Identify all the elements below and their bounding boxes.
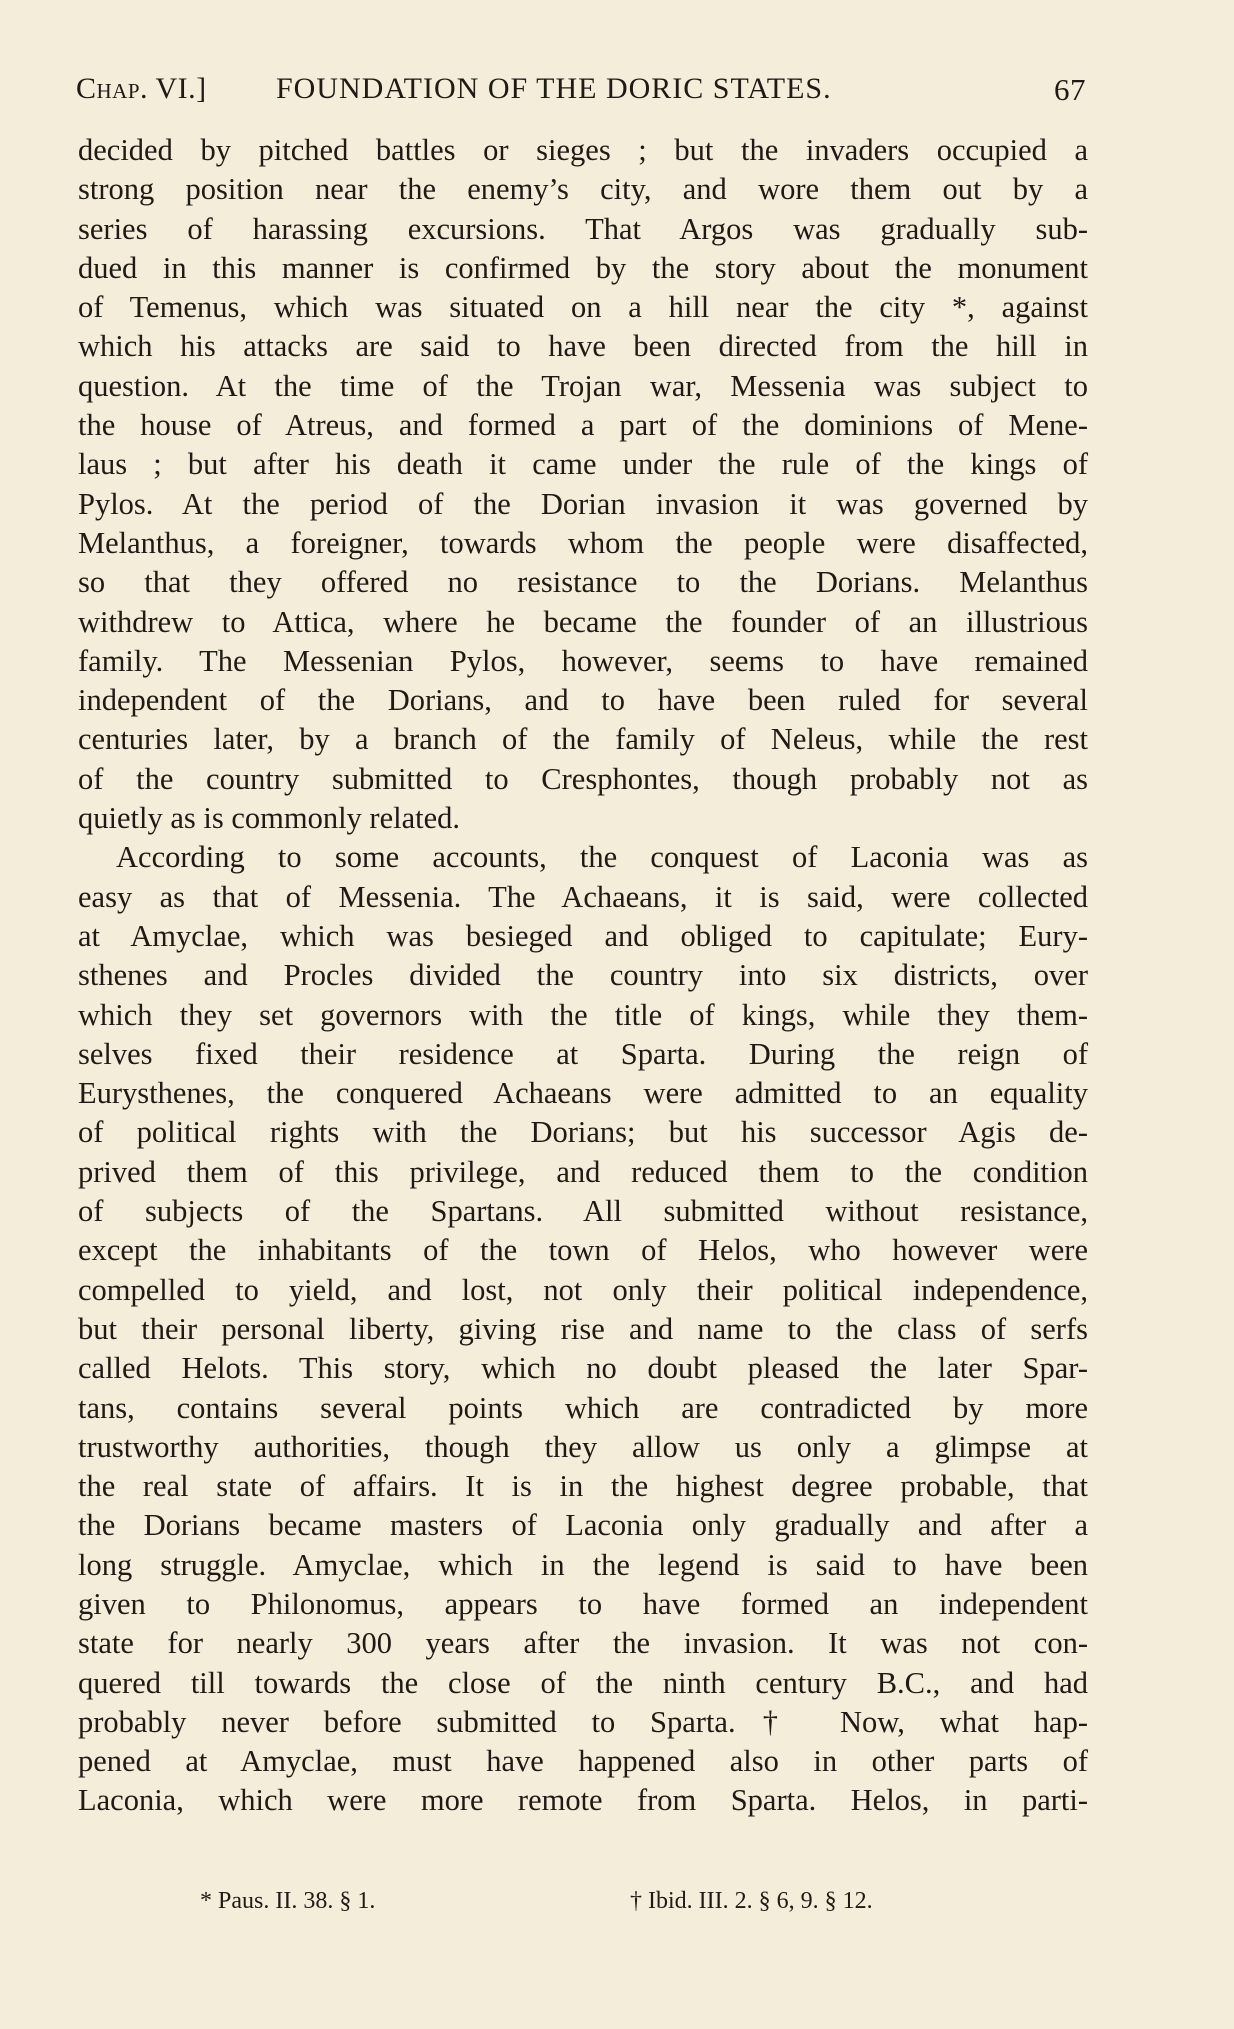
text-line: selves fixed their residence at Sparta. During the reign of	[78, 1036, 1088, 1071]
text-line: withdrew to Attica, where he became the founder of an illustrious	[78, 604, 1088, 639]
body-text	[78, 131, 1088, 1821]
text-line: series of harassing excursions. That Argos was gradually sub-	[78, 211, 1088, 246]
text-line: family. The Messenian Pylos, however, seems to have remained	[78, 643, 1088, 678]
page-title: FOUNDATION OF THE DORIC STATES.	[276, 72, 832, 105]
text-line: laus ; but after his death it came under the rule of the kings of	[78, 447, 1088, 482]
text-line: Melanthus, a foreigner, towards whom the people were disaffected,	[78, 525, 1088, 560]
text-line: state for nearly 300 years after the invasion. It was not con-	[78, 1626, 1088, 1661]
text-line: except the inhabitants of the town of Helos, who however were	[78, 1233, 1088, 1268]
running-head	[76, 72, 1086, 112]
text-line: the house of Atreus, and formed a part of the dominions of Mene-	[78, 408, 1088, 443]
text-line: so that they offered no resistance to the Dorians. Melanthus	[78, 565, 1088, 600]
text-line: probably never before submitted to Sparta.† Now, what hap-	[78, 1704, 1088, 1739]
text-line: dued in this manner is confirmed by the story about the monument	[78, 250, 1088, 285]
text-line: trustworthy authorities, though they allow us only a glimpse at	[78, 1429, 1088, 1464]
footnote-2: † Ibid. III. 2. § 6, 9. § 12.	[630, 1888, 873, 1914]
text-line: strong position near the enemy’s city, and wore them out by a	[78, 172, 1088, 207]
text-line: called Helots. This story, which no doubt pleased the later Spar-	[78, 1351, 1088, 1386]
text-line: at Amyclae, which was besieged and obliged to capitulate; Eury-	[78, 918, 1088, 953]
text-line: Pylos. At the period of the Dorian invasion it was governed by	[78, 486, 1088, 521]
text-line: of Temenus, which was situated on a hill near the city *, against	[78, 290, 1088, 325]
text-line: quered till towards the close of the ninth century B.C., and had	[78, 1665, 1088, 1700]
text-line: According to some accounts, the conquest of Laconia was as	[116, 840, 1088, 875]
text-line: given to Philonomus, appears to have formed an independent	[78, 1586, 1088, 1621]
text-line: of subjects of the Spartans. All submitted without resistance,	[78, 1194, 1088, 1229]
text-line: decided by pitched battles or sieges ; but the invaders occupied a	[78, 133, 1088, 167]
text-line: of political rights with the Dorians; but his successor Agis de-	[78, 1115, 1088, 1150]
text-line: question. At the time of the Trojan war, Messenia was subject to	[78, 368, 1088, 403]
text-line: tans, contains several points which are contradicted by more	[78, 1390, 1088, 1425]
footnote-1: * Paus. II. 38. § 1.	[200, 1888, 376, 1914]
text-line: the real state of affairs. It is in the highest degree probable, that	[78, 1469, 1088, 1504]
text-line: quietly as is commonly related.	[78, 801, 461, 836]
text-line: independent of the Dorians, and to have been ruled for several	[78, 683, 1088, 718]
text-line: but their personal liberty, giving rise and name to the class of serfs	[78, 1311, 1088, 1346]
text-line: of the country submitted to Cresphontes, though probably not as	[78, 761, 1088, 796]
text-line: which they set governors with the title of kings, while they them-	[78, 997, 1088, 1032]
text-line: long struggle. Amyclae, which in the legend is said to have been	[78, 1547, 1088, 1582]
footnotes	[200, 1888, 1000, 1924]
chapter-label: Chap. VI.]	[76, 72, 207, 105]
text-line: pened at Amyclae, must have happened also in other parts of	[78, 1744, 1088, 1779]
text-line: which his attacks are said to have been directed from the hill in	[78, 329, 1088, 364]
text-line: the Dorians became masters of Laconia only gradually and after a	[78, 1508, 1088, 1543]
text-line: easy as that of Messenia. The Achaeans, it is said, were collected	[78, 879, 1088, 914]
text-line: sthenes and Procles divided the country into six districts, over	[78, 958, 1088, 993]
text-line: centuries later, by a branch of the family of Neleus, while the rest	[78, 722, 1088, 757]
text-line: Eurysthenes, the conquered Achaeans were admitted to an equality	[78, 1076, 1088, 1111]
text-line: prived them of this privilege, and reduced them to the condition	[78, 1154, 1088, 1189]
text-line: Laconia, which were more remote from Sparta. Helos, in parti-	[78, 1783, 1088, 1818]
page-number: 67	[1054, 72, 1086, 107]
text-line: compelled to yield, and lost, not only their political independence,	[78, 1272, 1088, 1307]
